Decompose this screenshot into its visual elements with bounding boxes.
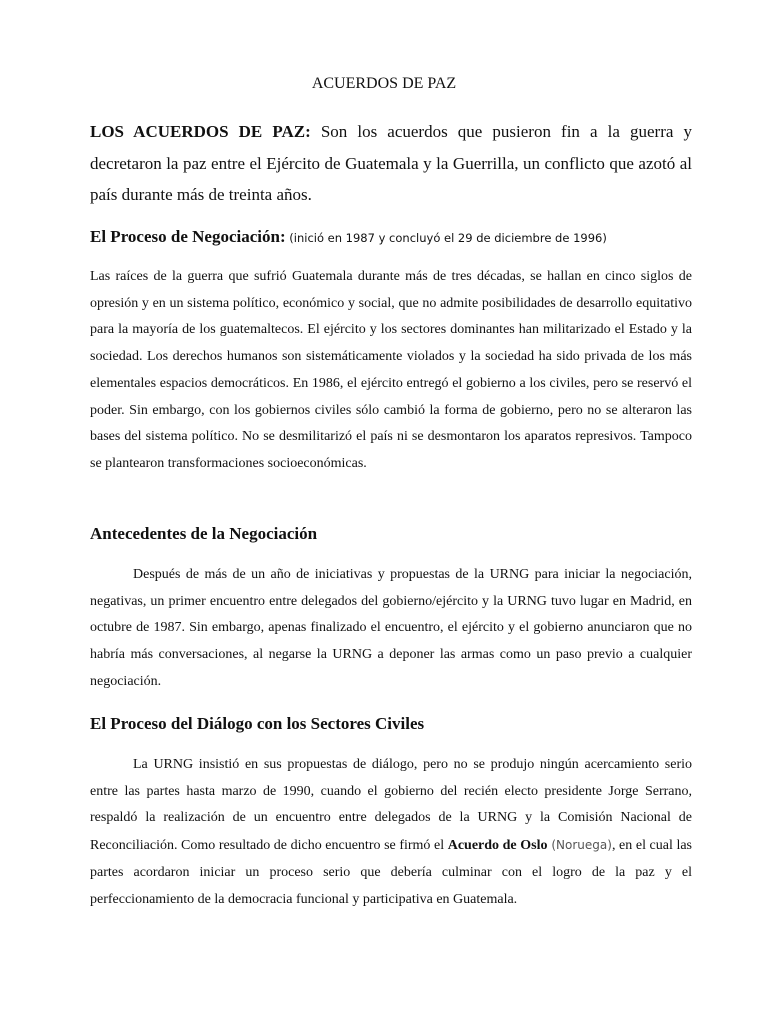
intro-text: Son los acuerdos que pusieron fin a la guerra y decretaron la paz entre el Ejército de Guatemala y la Guerrilla, un conflicto que azotó al país durante más de treinta años. [90,122,692,204]
dialogo-text-end: , en el cual las partes acordaron iniciar un proceso serio que debería culminar con el logro de la paz y el perfeccionamiento de la democracia funcional y participativa en Guatemala. [90,838,693,907]
heading-proceso-negociacion [90,226,692,249]
heading-dialogo-sectores-civiles: El Proceso del Diálogo con los Sectores Civiles [90,714,425,733]
dialogo-text-start: La URNG insistió en sus propuestas de diálogo, pero no se produjo ningún acercamiento serio entre las partes hasta marzo de 1990, cuando el gobierno del recién electo presidente Jorge Serrano, respaldó la realización de un encuentro entre delegados de la URNG y la Comisión Nacional de Reconciliación. Como resultado de dicho encuentro se firmó el [90,757,692,854]
heading-proceso-negociacion-text: El Proceso de Negociación: [90,227,286,246]
acuerdo-de-oslo-term: Acuerdo de Oslo [447,838,548,854]
heading-proceso-negociacion-note: (inició en 1987 y concluyó el 29 de diciembre de 1996) [285,231,607,245]
document-title: ACUERDOS DE PAZ [311,75,457,92]
paragraph-dialogo-sectores-civiles [90,752,692,913]
intro-paragraph [90,116,692,211]
noruega-note: (Noruega) [547,838,612,853]
heading-antecedentes-negociacion: Antecedentes de la Negociación [90,524,318,543]
intro-lead: LOS ACUERDOS DE PAZ: [90,122,311,141]
paragraph-proceso-negociacion: Las raíces de la guerra que sufrió Guatemala durante más de tres décadas, se hallan en cinco siglos de opresión y en un sistema político, económico y social, que no admite posibilidades de desarrollo equitativo para la mayoría de los guatemaltecos. El ejército y los sectores dominantes han militarizado el Estado y la sociedad. Los derechos humanos son sistemáticamente violados y la sociedad ha sido privada de los más elementales espacios democráticos. En 1986, el ejército entregó el gobierno a los civiles, pero se reservó el poder. Sin embargo, con los gobiernos civiles sólo cambió la forma de gobierno, pero no se alteraron las bases del sistema político. No se desmilitarizó el país ni se desmontaron los aparatos represivos. Tampoco se plantearon transformaciones socioeconómicas. [90,269,692,471]
paragraph-antecedentes-negociacion: Después de más de un año de iniciativas y propuestas de la URNG para iniciar la negociación, negativas, un primer encuentro entre delegados del gobierno/ejército y la URNG tuvo lugar en Madrid, en octubre de 1987. Sin embargo, apenas finalizado el encuentro, el ejército y el gobierno anunciaron que no habría más conversaciones, al negarse la URNG a deponer las armas como un paso previo a cualquier negociación. [90,567,692,689]
